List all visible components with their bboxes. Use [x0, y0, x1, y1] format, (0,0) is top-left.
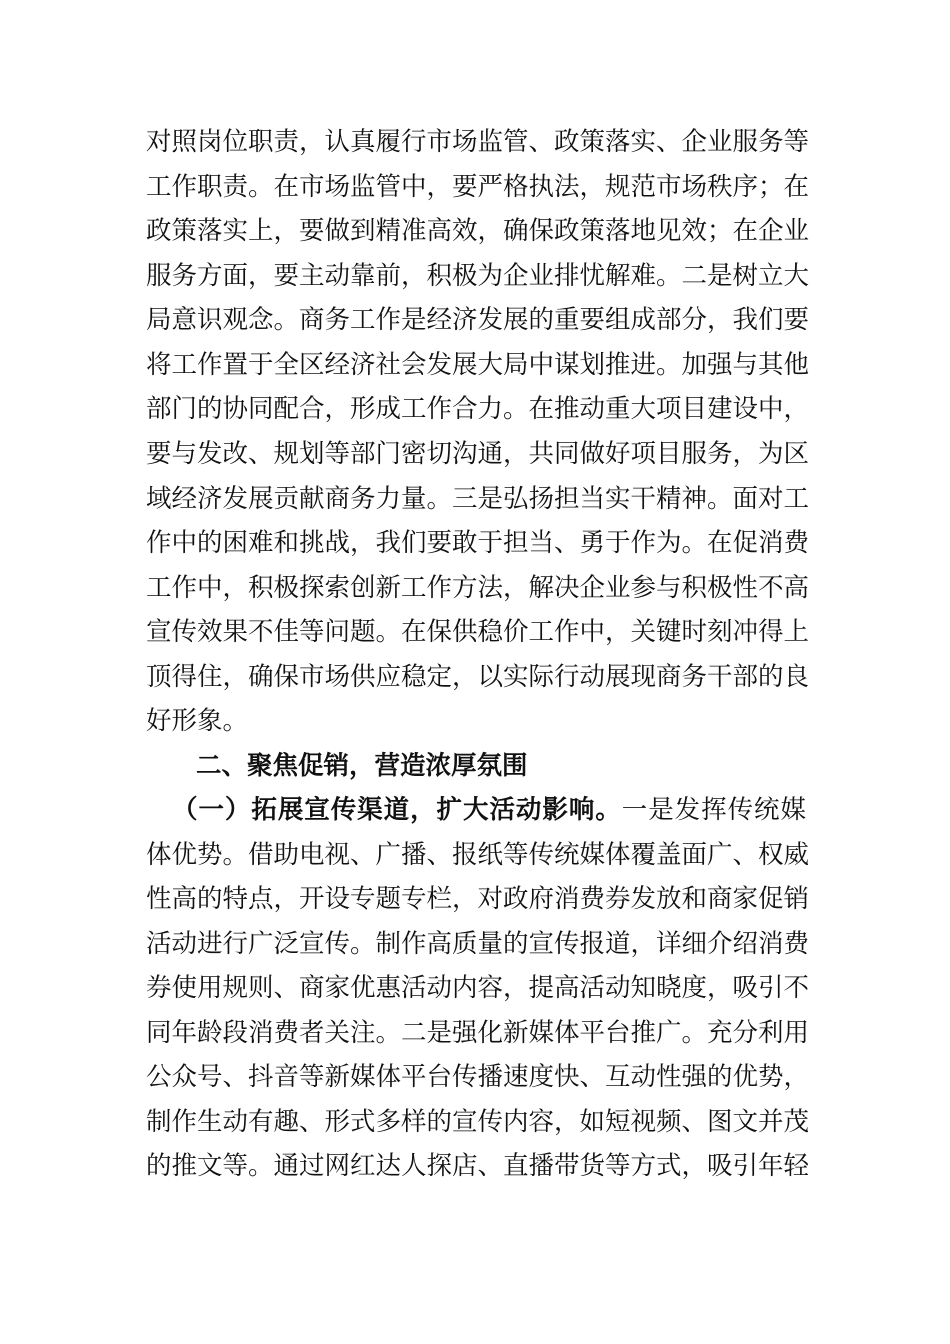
paragraph-text: 一是发挥传统媒 [621, 795, 806, 825]
paragraph-line: 对照岗位职责，认真履行市场监管、政策落实、企业服务等 [146, 127, 810, 157]
paragraph-line: 体优势。借助电视、广播、报纸等传统媒体覆盖面广、权威 [146, 840, 810, 870]
paragraph-line: 顶得住，确保市场供应稳定，以实际行动展现商务干部的良 [146, 662, 810, 692]
paragraph-line: 活动进行广泛宣传。制作高质量的宣传报道，详细介绍消费 [146, 929, 810, 959]
paragraph-line: 券使用规则、商家优惠活动内容，提高活动知晓度，吸引不 [146, 973, 810, 1003]
paragraph-line: 制作生动有趣、形式多样的宣传内容，如短视频、图文并茂 [146, 1107, 810, 1137]
paragraph-line: 同年龄段消费者关注。二是强化新媒体平台推广。充分利用 [146, 1018, 810, 1048]
paragraph-line: 的推文等。通过网红达人探店、直播带货等方式，吸引年轻 [146, 1151, 810, 1181]
paragraph-line: 服务方面，要主动靠前，积极为企业排忧解难。二是树立大 [146, 261, 810, 291]
paragraph-line: 工作职责。在市场监管中，要严格执法，规范市场秩序；在 [146, 172, 810, 202]
paragraph-line: 将工作置于全区经济社会发展大局中谋划推进。加强与其他 [146, 350, 810, 380]
paragraph-line: 作中的困难和挑战，我们要敢于担当、勇于作为。在促消费 [146, 528, 810, 558]
section-heading: 二、聚焦促销，营造浓厚氛围 [196, 751, 528, 781]
paragraph-line: 局意识观念。商务工作是经济发展的重要组成部分，我们要 [146, 305, 810, 335]
paragraph-line: 域经济发展贡献商务力量。三是弘扬担当实干精神。面对工 [146, 484, 810, 514]
paragraph-line: 性高的特点，开设专题专栏，对政府消费券发放和商家促销 [146, 884, 810, 914]
paragraph-line: 工作中，积极探索创新工作方法，解决企业参与积极性不高 [146, 573, 810, 603]
paragraph-first-line [172, 795, 806, 825]
paragraph-line: 政策落实上，要做到精准高效，确保政策落地见效；在企业 [146, 216, 810, 246]
paragraph-line: 部门的协同配合，形成工作合力。在推动重大项目建设中， [146, 394, 810, 424]
paragraph-line: 公众号、抖音等新媒体平台传播速度快、互动性强的优势， [146, 1062, 810, 1092]
subsection-heading: （一）拓展宣传渠道，扩大活动影响。 [172, 795, 622, 825]
paragraph-line: 要与发改、规划等部门密切沟通，共同做好项目服务，为区 [146, 439, 810, 469]
paragraph-line: 好形象。 [146, 706, 249, 736]
paragraph-line: 宣传效果不佳等问题。在保供稳价工作中，关键时刻冲得上 [146, 617, 810, 647]
